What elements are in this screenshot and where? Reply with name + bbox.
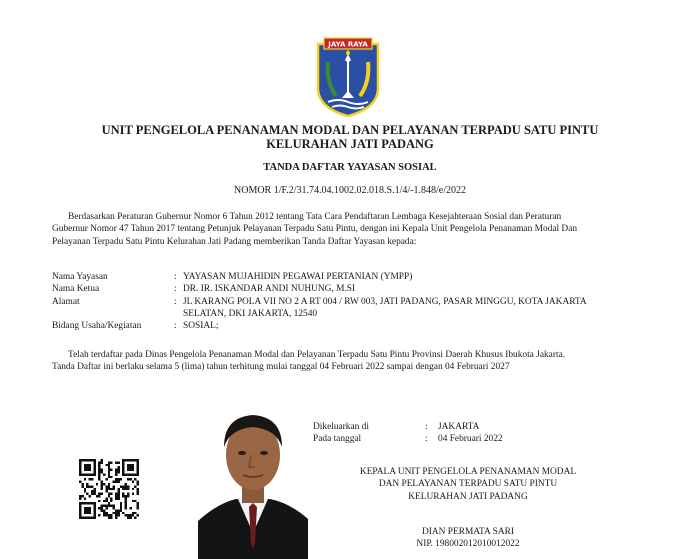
address-line: JL KARANG POLA VII NO 2 A RT 004 / RW 003, JATI PADANG, PASAR MINGGU, KOTA JAKARTA: [183, 296, 587, 307]
field-label: Bidang Usaha/Kegiatan: [52, 321, 142, 332]
issued-label: Pada tanggal: [313, 434, 362, 445]
field-label: Alamat: [52, 296, 80, 307]
jakarta-emblem-icon: [314, 36, 382, 118]
field-address: [52, 296, 672, 321]
intro-paragraph: [52, 211, 664, 248]
field-value: DR. IR. ISKANDAR ANDI NUHUNG, M.SI: [183, 284, 356, 295]
issuance-block: [313, 421, 503, 446]
closing-line: Telah terdaftar pada Dinas Pengelola Penanaman Modal dan Pelayanan Terpadu Satu Pintu Provinsi Daerah Khusus Ibukota Jakarta.: [68, 350, 566, 360]
closing-line: Tanda Daftar ini berlaku selama 5 (lima) tahun terhitung mulai tanggal 04 Februari 2022 sampai dengan 04 Februari 2027: [52, 362, 510, 373]
issued-colon: :: [425, 422, 428, 432]
intro-line: Berdasarkan Peraturan Gubernur Nomor 6 Tahun 2012 tentang Tata Cara Pendaftaran Lembaga Kesejahteraan Sosial dan Peraturan: [68, 212, 562, 222]
issued-label: Dikeluarkan di: [313, 422, 369, 432]
address-line: SELATAN, DKI JAKARTA, 12540: [183, 308, 318, 319]
signatory-nip: NIP. 198002012010012022: [416, 539, 520, 550]
field-activity: [52, 320, 672, 332]
emblem-motto: JAYA RAYA: [328, 40, 368, 49]
field-label: Nama Ketua: [52, 284, 100, 295]
intro-line: Pelayanan Terpadu Satu Pintu Kelurahan Jati Padang memberikan Tanda Daftar Yayasan kepada:: [52, 236, 417, 247]
field-colon: :: [174, 296, 177, 307]
field-label: Nama Yayasan: [52, 272, 108, 282]
qr-code: [79, 459, 139, 519]
issued-colon: :: [425, 434, 428, 445]
field-colon: :: [174, 321, 177, 332]
signatory-identity: [333, 526, 603, 551]
closing-paragraph: [52, 349, 664, 374]
field-value: SOSIAL;: [183, 321, 219, 332]
field-chairman: [52, 283, 672, 295]
intro-line: Gubernur Nomor 47 Tahun 2017 tentang Petunjuk Pelayanan Terpadu Satu Pintu, dengan ini Kepala Unit Pengelola Penanaman Modal Dan: [52, 224, 578, 235]
document-title: TANDA DAFTAR YAYASAN SOSIAL: [263, 162, 437, 173]
issued-value: JAKARTA: [438, 422, 480, 432]
issued-value: 04 Februari 2022: [438, 434, 503, 445]
signatory-title-line: DAN PELAYANAN TERPADU SATU PINTU: [378, 479, 558, 490]
issued-place: [313, 421, 503, 433]
field-value: YAYASAN MUJAHIDIN PEGAWAI PERTANIAN (YMPP): [183, 272, 413, 282]
field-value: [183, 296, 672, 321]
holder-photo: [198, 403, 308, 559]
signatory-name: DIAN PERMATA SARI: [422, 527, 514, 537]
signatory-title: [333, 466, 603, 503]
registration-fields: [52, 271, 672, 332]
field-colon: :: [174, 272, 177, 282]
agency-subdivision: KELURAHAN JATI PADANG: [266, 137, 434, 151]
field-colon: :: [174, 284, 177, 295]
signatory-title-line: KEPALA UNIT PENGELOLA PENANAMAN MODAL: [359, 467, 577, 477]
signatory-title-line: KELURAHAN JATI PADANG: [408, 491, 528, 502]
issued-date: [313, 433, 503, 445]
agency-name: UNIT PENGELOLA PENANAMAN MODAL DAN PELAYANAN TERPADU SATU PINTU: [101, 123, 599, 137]
field-foundation-name: [52, 271, 672, 283]
document-number: NOMOR 1/F.2/31.74.04.1002.02.018.S.1/4/-1.848/e/2022: [234, 185, 466, 196]
